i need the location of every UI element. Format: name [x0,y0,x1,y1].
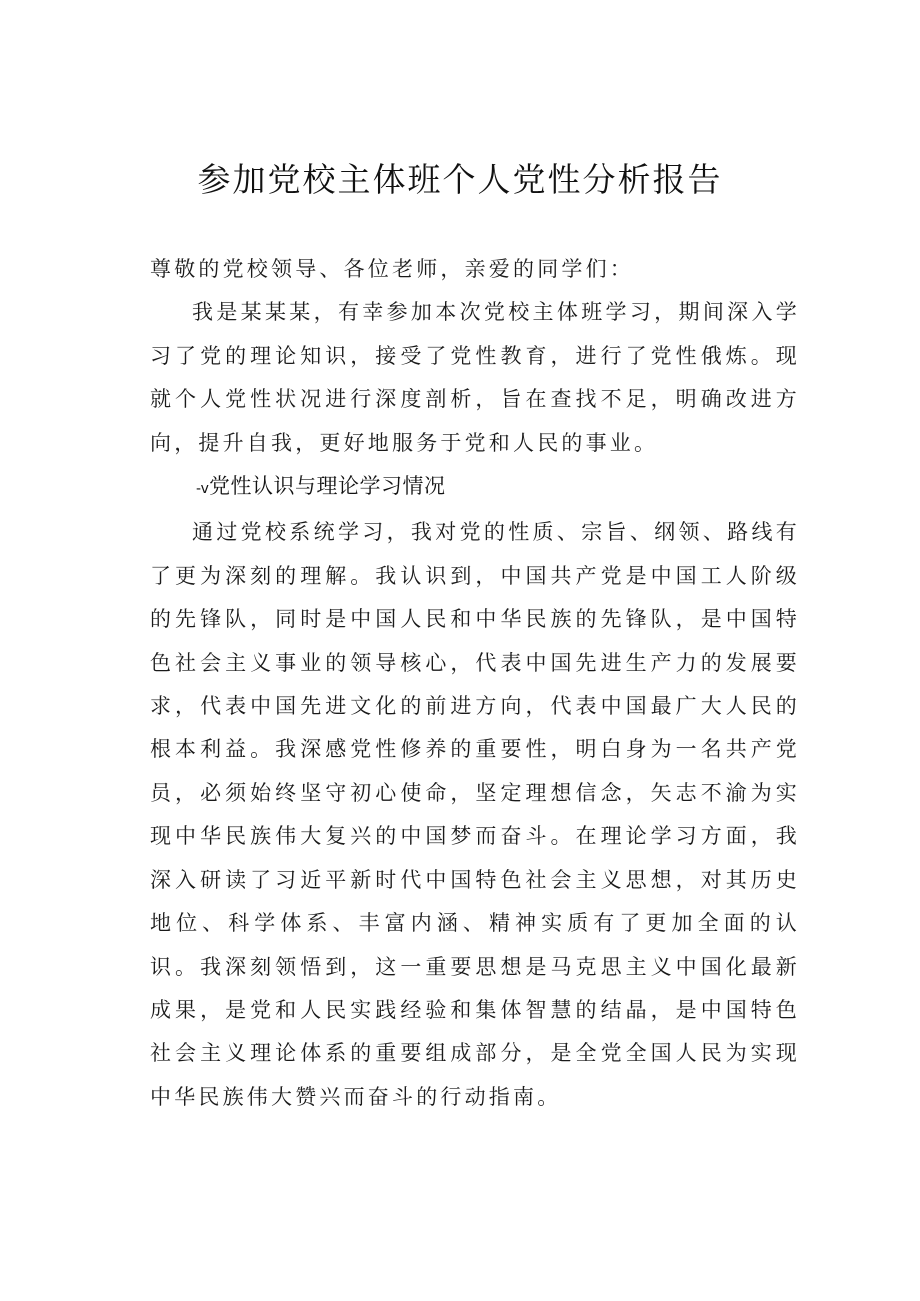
document-body [150,248,800,1119]
salutation: 尊敬的党校领导、各位老师，亲爱的同学们： [150,257,634,281]
section-1-paragraph: 通过党校系统学习，我对党的性质、宗旨、纲领、路线有了更为深刻的理解。我认识到，中国共产党是中国工人阶级的先锋队，同时是中国人民和中华民族的先锋队，是中国特色社会主义事业的领导核心，代表中国先进生产力的发展要求，代表中国先进文化的前进方向，代表中国最广大人民的根本利益。我深感党性修养的重要性，明白身为一名共产党员，必须始终坚守初心使命，坚定理想信念，矢志不渝为实现中华民族伟大复兴的中国梦而奋斗。在理论学习方面，我深入研读了习近平新时代中国特色社会主义思想，对其历史地位、科学体系、丰富内涵、精神实质有了更加全面的认识。我深刻领悟到，这一重要思想是马克思主义中国化最新成果，是党和人民实践经验和集体智慧的结晶，是中国特色社会主义理论体系的重要组成部分，是全党全国人民为实现中华民族伟大赞兴而奋斗的行动指南。 [150,520,800,1109]
intro-paragraph: 我是某某某，有幸参加本次党校主体班学习，期间深入学习了党的理论知识，接受了党性教育，进行了党性俄炼。现就个人党性状况进行深度剖析，旨在查找不足，明确改进方向，提升自我，更好地服务于党和人民的事业。 [150,300,800,455]
document-title: 参加党校主体班个人党性分析报告 [197,160,723,199]
section-1-heading [150,465,800,511]
section-1-heading-text: 党性认识与理论学习情况 [208,474,446,499]
section-1-marker: -v [196,481,209,498]
